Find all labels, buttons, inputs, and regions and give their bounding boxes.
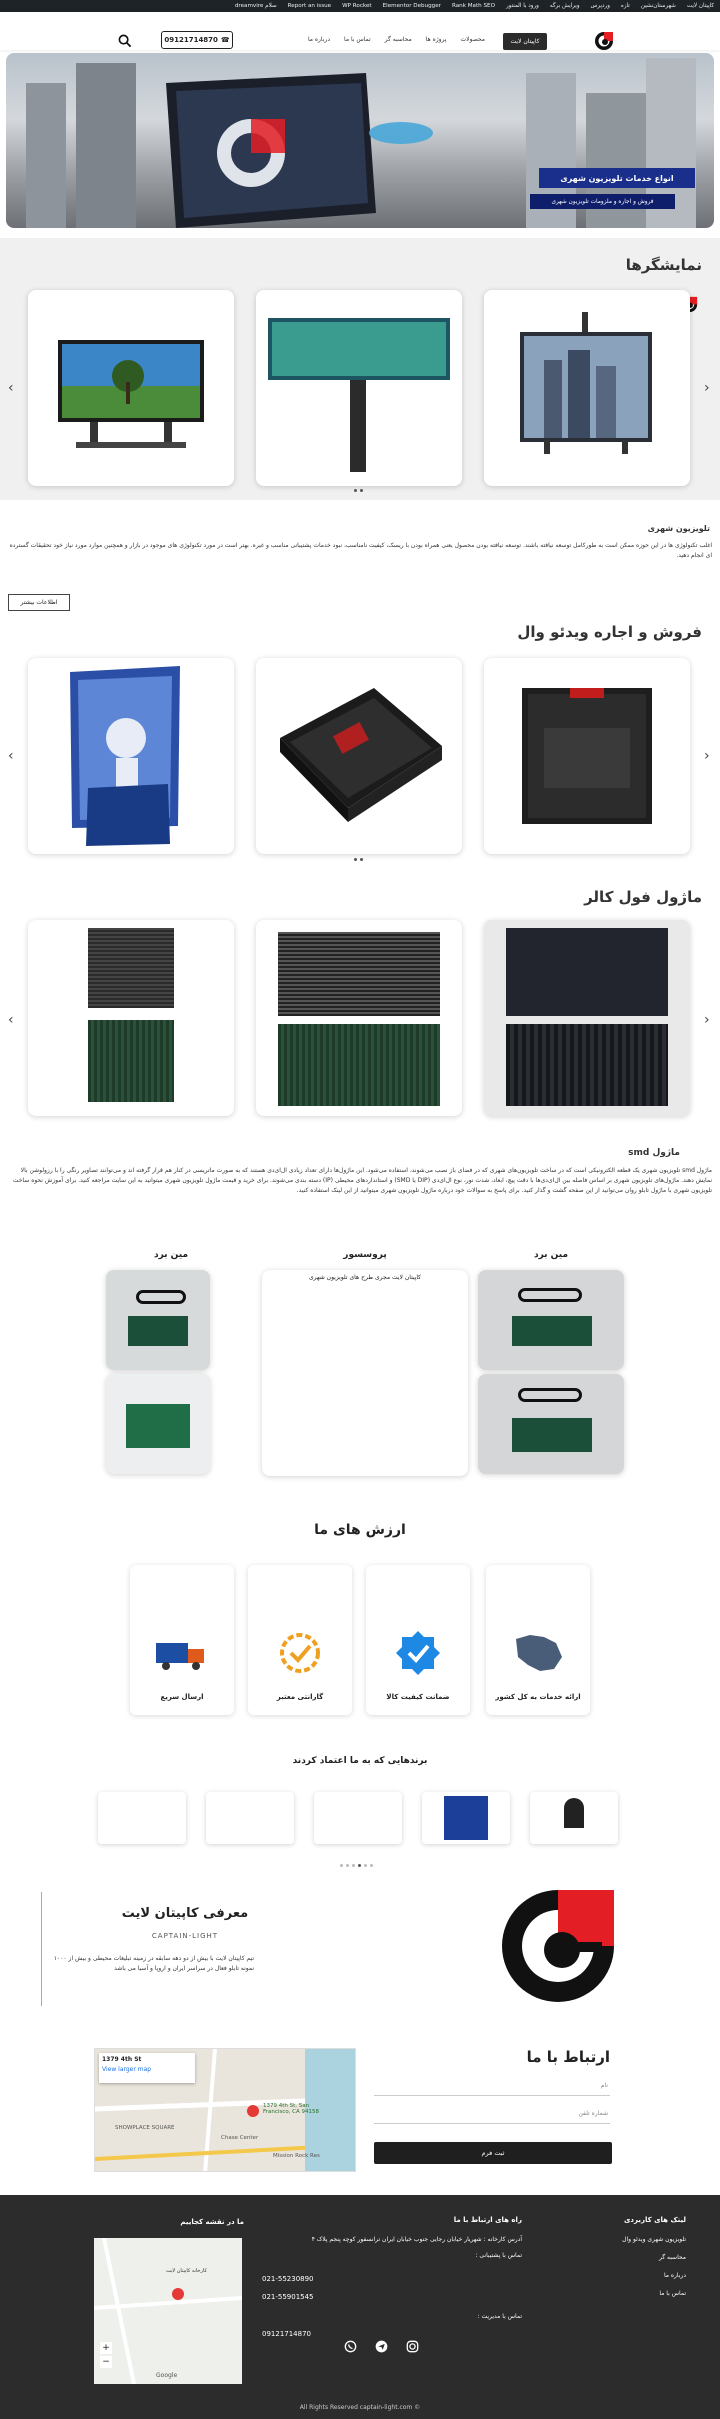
footer-map-place: کارخانه کاپیتان لایت — [166, 2268, 207, 2274]
video-wall-card[interactable] — [256, 658, 462, 854]
value-card — [130, 1565, 234, 1715]
brand-logo[interactable] — [98, 1792, 186, 1844]
name-input[interactable]: نام — [374, 2078, 610, 2096]
value-label: ضمانت کیفیت کالا — [386, 1693, 450, 1701]
map-larger-link[interactable]: View larger map — [102, 2066, 152, 2073]
map-label-chase: Chase Center — [221, 2135, 259, 2141]
full-color-card[interactable] — [28, 920, 234, 1116]
footer-link[interactable]: محاسبه گر — [658, 2254, 686, 2261]
hero-subtitle-box — [530, 194, 675, 209]
led-module-front-image — [278, 932, 440, 1016]
hero-subtitle: فروش و اجاره و ملزومات تلویزیون شهری — [551, 198, 654, 205]
captain-light-big-logo — [498, 1886, 618, 2006]
footer-phone-3[interactable]: 09121714870 — [262, 2330, 311, 2338]
nav-projects[interactable]: پروژه ها — [425, 36, 447, 43]
nav-contact[interactable]: تماس با ما — [344, 36, 371, 43]
main-board-image[interactable] — [478, 1374, 624, 1474]
iran-map-icon — [510, 1631, 566, 1675]
copyright: All Rights Reserved captain-light.com © — [299, 2404, 421, 2411]
billboard-screen-image — [256, 290, 462, 486]
brand-button[interactable]: کاپیتان لایت — [503, 33, 547, 50]
footer-links-col — [530, 2215, 686, 2307]
contact-title: ارتباط با ما — [526, 2048, 610, 2066]
brands-pagination[interactable] — [340, 1864, 373, 1867]
nav-calculator[interactable]: محاسبه گر — [384, 36, 412, 43]
map-zoom-in-icon[interactable]: + — [100, 2342, 112, 2354]
nav-about[interactable]: درباره ما — [307, 36, 330, 43]
main-board-image[interactable] — [106, 1374, 210, 1474]
admin-bar-item[interactable]: Rank Math SEO — [451, 3, 495, 9]
values-title: ارزش های ما — [314, 1522, 406, 1538]
admin-bar — [0, 0, 720, 12]
processor-card[interactable] — [262, 1270, 468, 1476]
displays-prev-arrow-icon[interactable]: ‹ — [8, 380, 14, 396]
contact-map[interactable] — [94, 2048, 356, 2172]
displays-next-arrow-icon[interactable]: › — [704, 380, 710, 396]
board-title-middle: پروسسور — [343, 1250, 387, 1260]
footer-contact-col — [258, 2215, 522, 2273]
footer-link[interactable]: تلویزیون شهری ویدئو وال — [622, 2236, 686, 2243]
led-module-back-image — [88, 1020, 174, 1102]
hero-title-box — [539, 168, 695, 188]
footer-social — [344, 2340, 419, 2353]
main-board-image[interactable] — [478, 1270, 624, 1370]
smd-title: ماژول smd — [628, 1148, 680, 1158]
displays-title: نمایشگرها — [625, 256, 702, 274]
telegram-icon[interactable] — [375, 2340, 388, 2353]
map-address: 1379 4th St — [102, 2056, 142, 2063]
video-wall-next-arrow-icon[interactable]: › — [704, 748, 710, 764]
search-icon[interactable] — [118, 34, 132, 48]
site-header — [0, 12, 720, 50]
map-label-square: SHOWPLACE SQUARE — [115, 2125, 175, 2131]
admin-bar-item[interactable]: تازه — [620, 3, 630, 9]
main-nav — [308, 36, 485, 43]
captain-light-logo-icon[interactable] — [594, 31, 614, 51]
footer-phone-2[interactable]: 021-55901545 — [262, 2293, 314, 2301]
admin-bar-item[interactable]: ورود با المنتور — [505, 3, 539, 9]
hero-banner — [6, 53, 714, 228]
footer-link[interactable]: تماس با ما — [659, 2290, 686, 2297]
phone-number: 09121714870 — [164, 36, 218, 44]
full-color-title: ماژول فول کالر — [584, 888, 702, 906]
phone-icon: ☎ — [220, 36, 230, 44]
footer-links-title: لینک های کاربردی — [623, 2216, 686, 2224]
footer-address: آدرس کارخانه : شهریار خیابان رجایی جنوب خیابان ایران ترانسفور کوچه پنجم پلاک ۴ — [311, 2236, 522, 2243]
admin-bar-item[interactable]: WP Rocket — [342, 3, 372, 9]
board-title-left: مین برد — [153, 1250, 189, 1260]
intro-title: معرفی کاپیتان لایت — [121, 1906, 249, 1921]
warranty-badge-icon — [278, 1631, 322, 1675]
map-label-address: 1379 4th St, San Francisco, CA 94158 — [263, 2103, 320, 2115]
urban-tv-title: تلویزیون شهری — [647, 524, 710, 533]
led-panel-back-image — [484, 658, 690, 854]
footer-map-image — [94, 2238, 242, 2384]
phone-input[interactable]: شماره تلفن — [374, 2106, 610, 2124]
value-card — [486, 1565, 590, 1715]
full-color-card[interactable] — [484, 920, 690, 1116]
led-module-front-image — [88, 928, 174, 1008]
full-color-prev-arrow-icon[interactable]: ‹ — [8, 1012, 14, 1028]
value-label: ارسال سریع — [160, 1693, 204, 1701]
led-module-back-image — [506, 1024, 668, 1106]
intro-subtitle: CAPTAIN-LIGHT — [151, 1932, 219, 1940]
phone-button[interactable] — [161, 31, 233, 49]
admin-bar-item[interactable]: ویرایش برگه — [549, 3, 580, 9]
admin-bar-item[interactable]: کاپیتان لایت — [686, 3, 714, 9]
outdoor-led-screen-image — [28, 290, 234, 486]
map-info-box — [99, 2053, 195, 2083]
displays-pagination[interactable] — [354, 489, 363, 492]
video-wall-card[interactable] — [28, 658, 234, 854]
brand-logo[interactable] — [314, 1792, 402, 1844]
main-board-image[interactable] — [106, 1270, 210, 1370]
smd-text: ماژول smd تلویزیون شهری یک قطعه الکترونیکی است که در ساخت تلویزیون‌های شهری که در فضای باز نصب می‌شوند، استفاده می‌شود. این ماژول‌ها دارای تعداد زیادی ال‌ای‌دی هستند که به صورت ماتریسی در کنار هم قرار گرفته اند و می‌توانند تصاویر رنگی را با رزولوشن بالا نمایش دهند. ماژول‌های تلویزیون شهری بر اساس فاصله بین ال‌ای‌دی‌ها با دقت پیچ، ابعاد، شدت نور، نوع ال‌ای‌دی (DIP یا SMD) و استانداردهای محیطی (IP) دسته بندی می‌شوند. برای خرید و قیمت ماژول تلویزیون شهری میتوانید به این سایت مراجعه کنید. برای آموزش نحوه ساخت تلویزیون شهری با ماژول تابلو روان می‌توانید از این صفحه گشت و گذار کنید. برای پاسخ به سوالات خود درباره ماژول تلویزیون شهری میتوانید از این لینک استفاده کنید. — [12, 1167, 712, 1194]
board-title-right: مین برد — [533, 1250, 569, 1260]
whatsapp-icon[interactable] — [344, 2340, 357, 2353]
full-color-card[interactable] — [256, 920, 462, 1116]
value-label: ارائه خدمات به کل کشور — [495, 1693, 581, 1701]
submit-button[interactable]: ثبت فرم — [374, 2142, 612, 2164]
processor-text: کاپیتان لایت مجری طرح های تلویزیون شهری — [308, 1274, 422, 1281]
led-module-back-image — [278, 1024, 440, 1106]
intro-divider — [41, 1892, 42, 2006]
video-wall-pagination[interactable] — [354, 858, 363, 861]
admin-bar-item[interactable]: شهرستان‌نشین — [640, 3, 676, 9]
value-card — [248, 1565, 352, 1715]
display-card[interactable] — [28, 290, 234, 486]
brand-logo[interactable] — [206, 1792, 294, 1844]
urban-tv-text: اغلب تکنولوژی ها در این حوزه ممکن است به طورکامل توسعه نیافته باشند. توسعه نیافته بودن محصول یعنی همراه بودن با ریسک، کیفیت نامناسب، نبود خدمات پشتیبانی مناسب و غیره. بهتر است در مورد تکنولوژی های موجود در بازار و همچنین موارد مورد نیاز خود تحقیقات گسترده ای انجام دهید. — [9, 542, 712, 559]
value-card — [366, 1565, 470, 1715]
brand-logo[interactable] — [422, 1792, 510, 1844]
footer-link[interactable]: درباره ما — [663, 2272, 686, 2279]
display-card[interactable] — [256, 290, 462, 486]
footer-manager-label: تماس با مدیریت : — [477, 2313, 522, 2320]
more-info-button[interactable]: اطلاعات بیشتر — [8, 594, 70, 611]
footer-map-title: ما در نقشه کجاییم — [180, 2218, 244, 2226]
full-color-next-arrow-icon[interactable]: › — [704, 1012, 710, 1028]
admin-bar-item[interactable]: سلام dreamvire — [234, 3, 277, 9]
map-zoom-out-icon[interactable]: − — [100, 2356, 112, 2368]
hero-title: انواع خدمات تلویزیون شهری — [560, 173, 674, 183]
instagram-icon[interactable] — [406, 2340, 419, 2353]
footer-phone-1[interactable]: 021-55230890 — [262, 2275, 314, 2283]
video-wall-title: فروش و اجاره ویدئو وال — [517, 623, 702, 641]
truck-icon — [154, 1633, 210, 1673]
footer-support-label: تماس با پشتیبانی : — [475, 2252, 522, 2259]
brand-logo[interactable] — [530, 1792, 618, 1844]
admin-bar-item[interactable]: Report an issue — [287, 3, 332, 9]
brands-title: برندهایی که به ما اعتماد کردند — [292, 1756, 428, 1766]
footer-contact-title: راه های ارتباط با ما — [453, 2216, 522, 2224]
led-cabinet-image — [256, 658, 462, 854]
map-label-mission: Mission Rock Res — [273, 2153, 320, 2159]
rooftop-screen-image — [484, 290, 690, 486]
led-module-front-image — [506, 928, 668, 1016]
video-wall-card[interactable] — [484, 658, 690, 854]
admin-bar-item[interactable]: Elementor Debugger — [382, 3, 441, 9]
quality-check-icon — [394, 1629, 442, 1677]
video-wall-astronaut-image — [28, 658, 234, 854]
nav-products[interactable]: محصولات — [460, 36, 485, 43]
google-logo: Google — [156, 2372, 178, 2379]
display-card[interactable] — [484, 290, 690, 486]
admin-bar-item[interactable]: وردپرس — [590, 3, 610, 9]
intro-text: تیم کاپیتان لایت با بیش از دو دهه سابقه در زمینه تبلیغات محیطی و بیش از ۱۰۰۰ نمونه تابلو فعال در سراسر ایران و اروپا و آسیا می باشد — [53, 1955, 254, 1972]
footer-map[interactable] — [94, 2238, 242, 2384]
value-label: گارانتی معتبر — [276, 1693, 324, 1701]
video-wall-prev-arrow-icon[interactable]: ‹ — [8, 748, 14, 764]
